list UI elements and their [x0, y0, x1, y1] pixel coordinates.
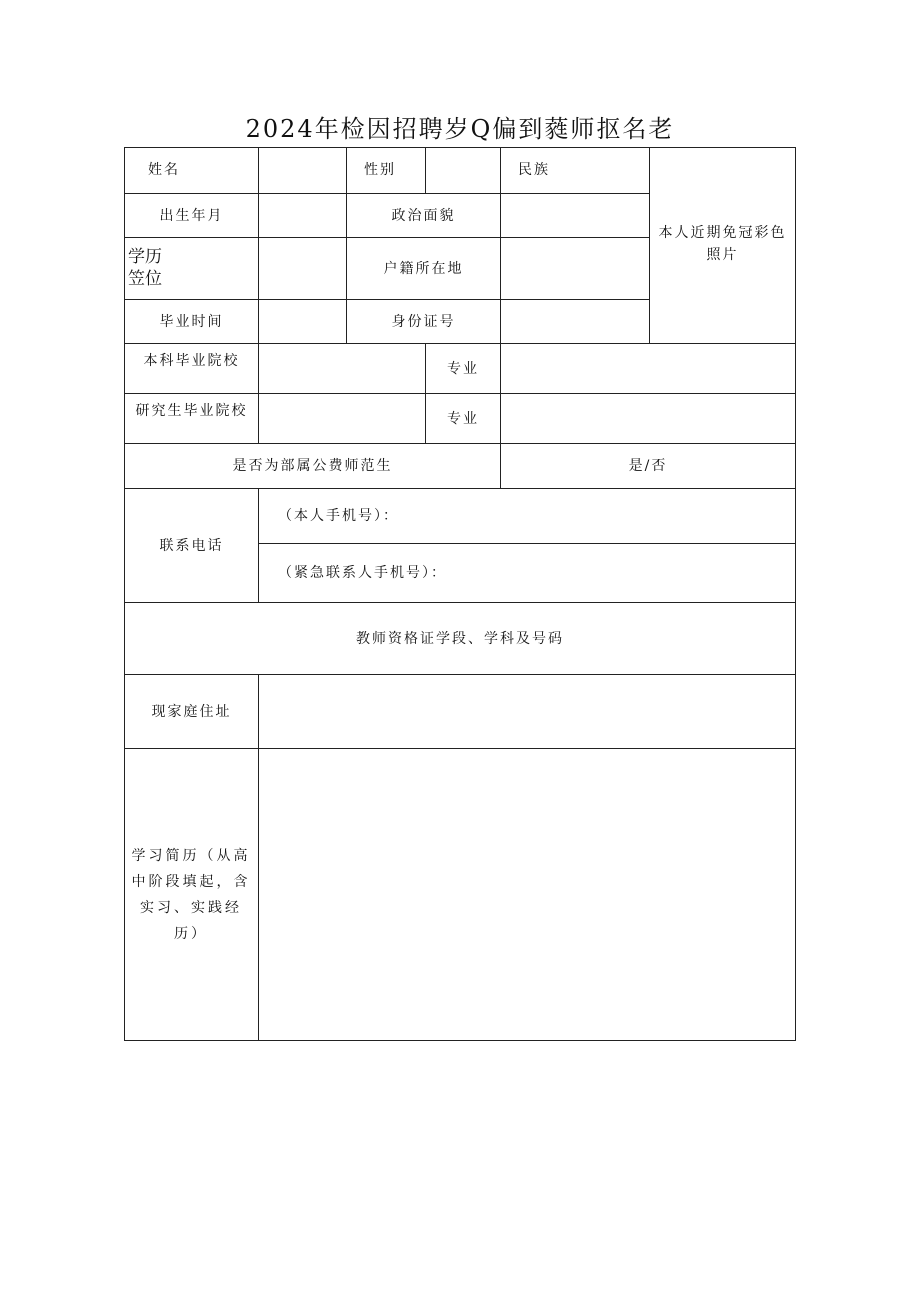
label-id-number: 身份证号: [391, 313, 456, 330]
birth-field[interactable]: [259, 194, 346, 237]
hukou-field[interactable]: [501, 238, 649, 299]
grad-school-field[interactable]: [259, 394, 425, 443]
label-ethnicity: 民族: [518, 162, 550, 178]
label-grad-school: 研究生毕业院校: [135, 403, 248, 419]
education-field[interactable]: [259, 238, 346, 299]
label-study-history-text: 学习简历（从高中阶段填起，含实习、实践经历）: [131, 847, 251, 942]
study-history-field[interactable]: [259, 749, 795, 1040]
name-field[interactable]: [259, 148, 346, 193]
label-teacher-cert[interactable]: 教师资格证学段、学科及号码: [356, 630, 564, 647]
label-study-history: [128, 749, 254, 1040]
label-public-funded: 是否为部属公费师范生: [232, 458, 393, 474]
grad-time-field[interactable]: [259, 300, 346, 343]
label-education: [120, 240, 258, 296]
label-photo: 本人近期免冠彩色照片: [658, 225, 787, 263]
label-edu-line2: 笠位: [128, 269, 162, 289]
public-funded-yes-no[interactable]: 是/否: [628, 458, 668, 474]
label-political: 政治面貌: [391, 207, 456, 224]
undergrad-school-field[interactable]: [259, 344, 425, 393]
label-birth: 出生年月: [159, 207, 224, 224]
major-1-field[interactable]: [501, 344, 795, 393]
own-phone-field[interactable]: （本人手机号）：: [278, 508, 399, 524]
address-field[interactable]: [259, 675, 795, 748]
label-major-2: 专业: [447, 410, 479, 427]
major-2-field[interactable]: [501, 394, 795, 443]
photo-placeholder[interactable]: [650, 148, 795, 343]
label-major-1: 专业: [447, 360, 479, 377]
emergency-phone-field[interactable]: （紧急联系人手机号）：: [278, 565, 447, 581]
label-name: 姓名: [148, 162, 180, 178]
label-grad-time: 毕业时间: [159, 313, 224, 330]
label-undergrad-school: 本科毕业院校: [143, 353, 240, 369]
gender-field[interactable]: [426, 148, 500, 193]
label-address: 现家庭住址: [151, 703, 232, 720]
political-field[interactable]: [501, 194, 649, 237]
label-gender: 性别: [364, 162, 396, 178]
form-title: 2024年检因招聘岁Q偏到蕤师抠名老: [245, 115, 675, 143]
label-edu-line1: 学历: [128, 247, 162, 267]
label-hukou: 户籍所在地: [383, 260, 464, 277]
id-number-field[interactable]: [501, 300, 649, 343]
label-phone: 联系电话: [159, 537, 224, 554]
